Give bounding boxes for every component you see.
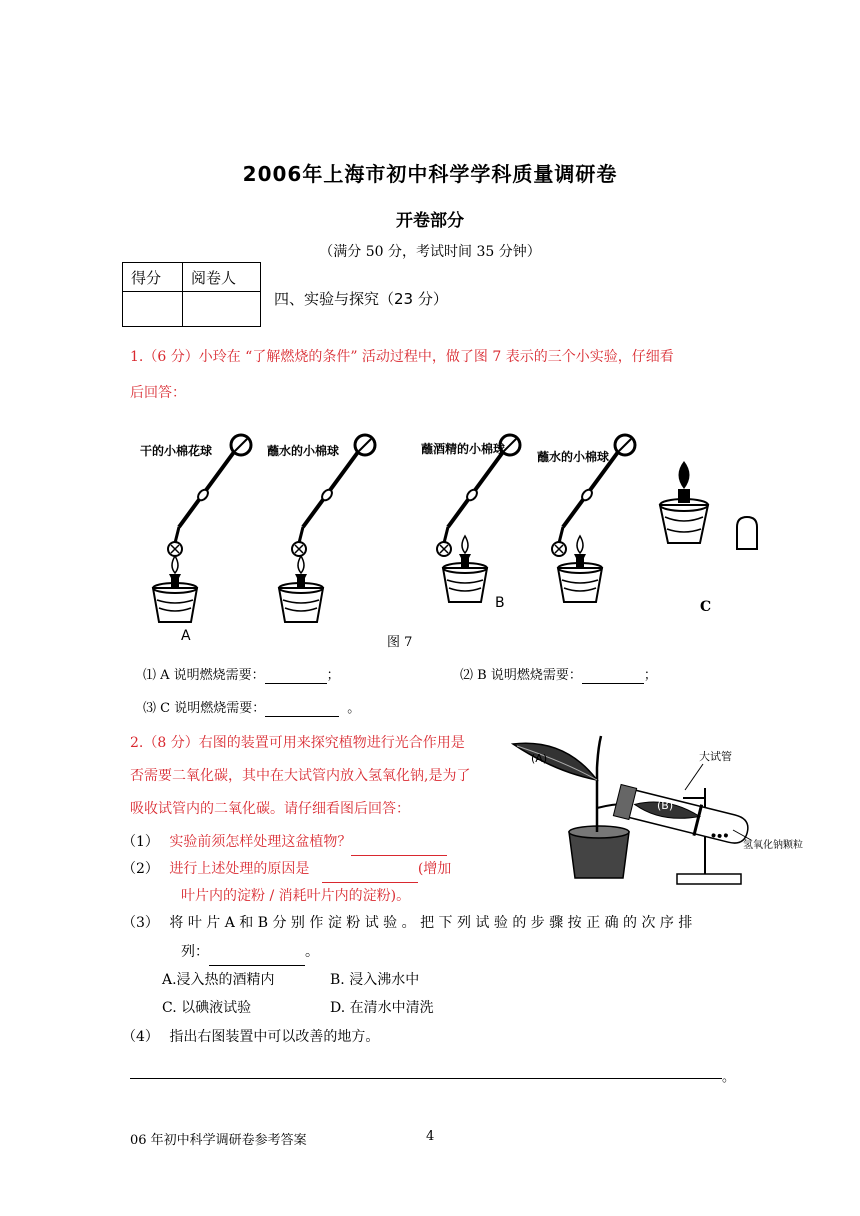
q1-line2: 后回答：: [130, 385, 186, 401]
q2-s3: [122, 910, 692, 936]
figure-caption: 图 7: [387, 635, 413, 650]
page-number: 4: [426, 1129, 435, 1144]
q2-s3-line2-label: 列：: [181, 944, 209, 960]
q2-s1-text: 实验前须怎样处理这盆植物？: [169, 834, 352, 850]
q1-sub3-label: ⑶ C 说明燃烧需要：: [143, 701, 266, 716]
mark-a: A: [181, 628, 191, 644]
test-tube: [613, 785, 751, 848]
mark-b: B: [495, 595, 505, 611]
q2-opt-d: D. 在清水中清洗: [330, 1000, 434, 1016]
page-subtitle: 开卷部分: [396, 211, 464, 231]
q2-s2-line2: 叶片内的淀粉 / 消耗叶片内的淀粉)。: [181, 888, 411, 904]
section-heading: 四、实验与探究（23 分）: [274, 290, 448, 308]
tube-label: 大试管: [699, 750, 732, 763]
q2-s2-text: 进行上述处理的原因是: [169, 861, 310, 877]
label-dry-cotton: 干的小棉花球: [140, 444, 213, 458]
stand-base: [677, 874, 741, 884]
q2-s4-end: 。: [722, 1070, 736, 1085]
q2-s4: [122, 1024, 379, 1050]
q2-s3-line2: [181, 939, 319, 966]
q1-sub1: [143, 664, 340, 684]
q2-s3-line2-end: 。: [305, 944, 319, 960]
score-cell[interactable]: [123, 292, 183, 327]
q2-s2: [122, 856, 451, 883]
q1-sub1-label: ⑴ A 说明燃烧需要：: [143, 668, 265, 683]
q1-line1: 1.（6 分）小玲在 “了解燃烧的条件” 活动过程中，做了图 7 表示的三个小实验，仔细看: [130, 349, 674, 365]
q2-opt-c: C. 以碘液试验: [162, 1000, 252, 1016]
mark-c: C: [700, 599, 712, 615]
plant-figure: [505, 728, 835, 896]
q2-line2: 否需要二氧化碳，其中在大试管内放入氢氧化钠,是为了: [130, 768, 471, 784]
score-header: 得分: [123, 263, 183, 292]
q1-sub2: [460, 664, 657, 684]
q2-line3: 吸收试管内的二氧化碳。请仔细看图后回答：: [130, 801, 410, 817]
score-table: [122, 262, 261, 327]
q1-sub3-blank[interactable]: [265, 701, 339, 717]
q2-s3-blank[interactable]: [209, 939, 305, 966]
grader-cell[interactable]: [183, 292, 261, 327]
plant-stem: [597, 736, 601, 832]
q2-opt-a: A.浸入热的酒精内: [162, 972, 275, 988]
label-alcohol-cotton: 蘸酒精的小棉球: [421, 442, 506, 456]
q1-sub3: [143, 697, 360, 717]
q2-s4-answer-line[interactable]: [130, 1078, 722, 1079]
q2-s3-num: （3）: [122, 915, 159, 931]
q1-sub2-blank[interactable]: [582, 668, 644, 684]
q2-line1: 2.（8 分）右图的装置可用来探究植物进行光合作用是: [130, 735, 465, 751]
grader-header: 阅卷人: [183, 263, 261, 292]
q2-s3-text: 将 叶 片 A 和 B 分 别 作 淀 粉 试 验 。 把 下 列 试 验 的 步 骤 按 正 确 的 次 序 排: [169, 915, 693, 931]
q2-s4-num: （4）: [122, 1029, 159, 1045]
label-wet-cotton-b: 蘸水的小棉球: [537, 450, 610, 464]
q1-sub3-end: 。: [347, 701, 361, 716]
q2-s2-blank[interactable]: [322, 856, 418, 883]
q2-opt-b: B. 浸入沸水中: [330, 972, 420, 988]
exam-note: （满分 50 分，考试时间 35 分钟）: [319, 244, 541, 260]
page-title: 2006年上海市初中科学学科质量调研卷: [242, 162, 618, 186]
q2-s2-tail: (增加: [417, 861, 452, 877]
q1-sub2-end: ；: [643, 668, 657, 683]
q2-s2-num: （2）: [122, 861, 159, 877]
label-wet-cotton-a: 蘸水的小棉球: [267, 444, 340, 458]
lamp-c: [660, 461, 757, 549]
figure-7: [125, 425, 775, 655]
leaf-a-label: (A): [531, 752, 548, 765]
plant-pot: [569, 832, 629, 878]
q1-sub1-blank[interactable]: [265, 668, 327, 684]
q2-s1: [122, 829, 447, 856]
q1-sub1-end: ；: [326, 668, 340, 683]
naoh-label: 氢氧化钠颗粒: [743, 840, 803, 851]
q2-s1-blank[interactable]: [351, 829, 447, 856]
q1-sub2-label: ⑵ B 说明燃烧需要：: [460, 668, 582, 683]
q2-s4-text: 指出右图装置中可以改善的地方。: [169, 1029, 380, 1045]
leaf-b-label: (B): [657, 799, 674, 812]
footer-text: 06 年初中科学调研卷参考答案: [130, 1133, 307, 1148]
q2-s1-num: （1）: [122, 834, 159, 850]
